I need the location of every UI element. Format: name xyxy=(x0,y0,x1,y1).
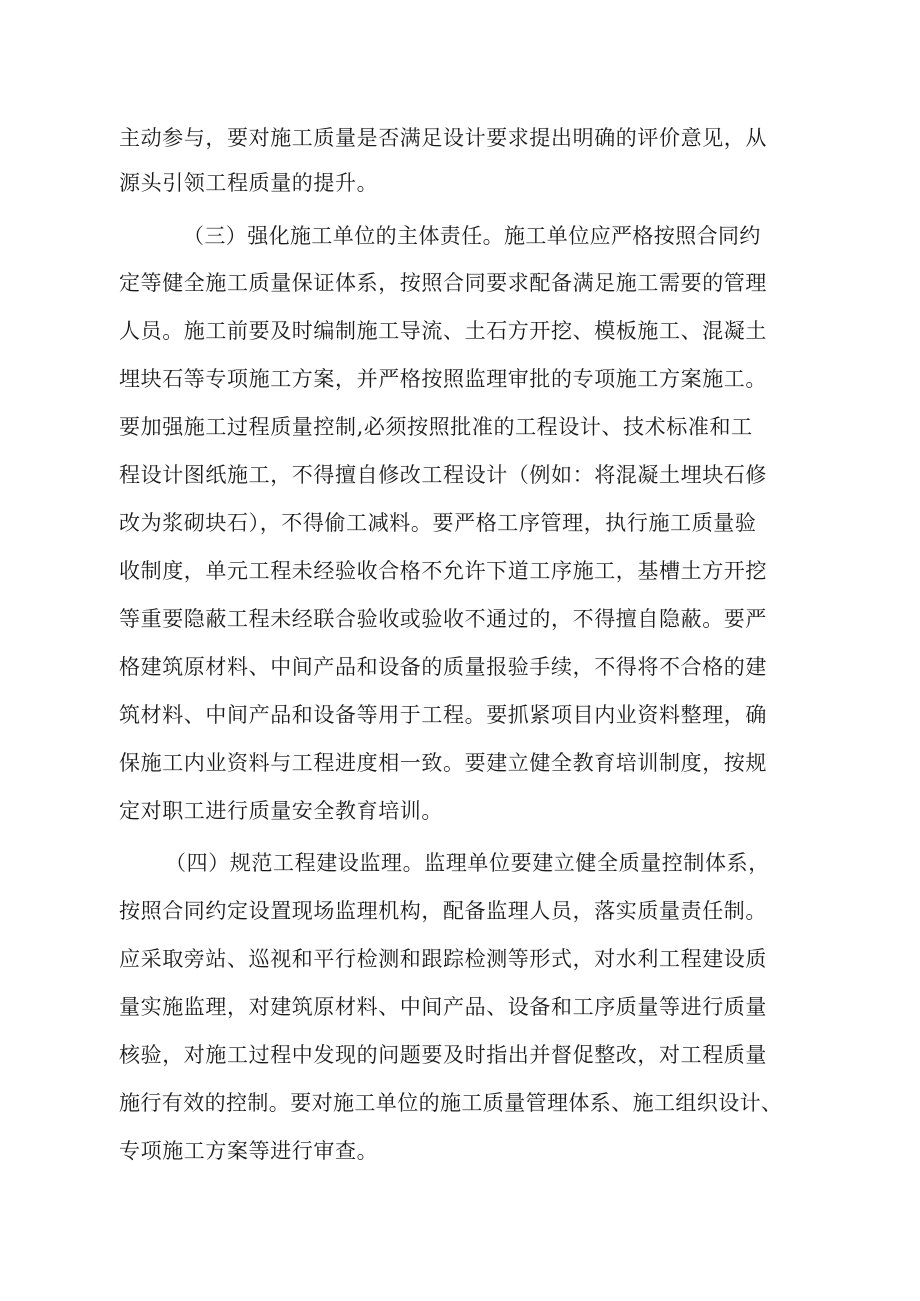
paragraph-3-line-3: 应采取旁站、巡视和平行检测和跟踪检测等形式，对水利工程建设质 xyxy=(119,947,767,971)
paragraph-2-line-9: 等重要隐蔽工程未经联合验收或验收不通过的，不得擅自隐蔽。要严 xyxy=(119,607,767,631)
paragraph-2-line-11: 筑材料、中间产品和设备等用于工程。要抓紧项目内业资料整理，确 xyxy=(119,703,767,727)
paragraph-3-line-5: 核验，对施工过程中发现的问题要及时指出并督促整改，对工程质量 xyxy=(119,1043,767,1067)
paragraph-2-line-8: 收制度，单元工程未经验收合格不允许下道工序施工，基槽土方开挖 xyxy=(119,559,767,583)
paragraph-1-line-2: 源头引领工程质量的提升。 xyxy=(119,171,379,195)
paragraph-2-line-3: 人员。施工前要及时编制施工导流、土石方开挖、模板施工、混凝土 xyxy=(119,319,767,343)
paragraph-1-line-1: 主动参与，要对施工质量是否满足设计要求提出明确的评价意见，从 xyxy=(119,126,767,150)
paragraph-2-line-6: 程设计图纸施工，不得擅自修改工程设计（例如：将混凝土埋块石修 xyxy=(119,463,767,487)
paragraph-3-line-2: 按照合同约定设置现场监理机构，配备监理人员，落实质量责任制。 xyxy=(119,899,767,923)
paragraph-2-line-2: 定等健全施工质量保证体系，按照合同要求配备满足施工需要的管理 xyxy=(119,271,767,295)
paragraph-2-line-12: 保施工内业资料与工程进度相一致。要建立健全教育培训制度，按规 xyxy=(119,751,767,775)
paragraph-2-line-13: 定对职工进行质量安全教育培训。 xyxy=(119,799,443,823)
paragraph-3-line-4: 量实施监理，对建筑原材料、中间产品、设备和工序质量等进行质量 xyxy=(119,995,767,1019)
paragraph-3-line-1: （四）规范工程建设监理。监理单位要建立健全质量控制体系， xyxy=(165,851,770,875)
paragraph-3-line-6: 施行有效的控制。要对施工单位的施工质量管理体系、施工组织设计、 xyxy=(119,1091,783,1115)
paragraph-2-line-7: 改为浆砌块石），不得偷工减料。要严格工序管理，执行施工质量验 xyxy=(119,511,757,535)
paragraph-2-line-1: （三）强化施工单位的主体责任。施工单位应严格按照合同约 xyxy=(183,224,761,248)
paragraph-2-line-4: 埋块石等专项施工方案，并严格按照监理审批的专项施工方案施工。 xyxy=(119,367,767,391)
paragraph-3-line-7: 专项施工方案等进行审查。 xyxy=(119,1139,379,1163)
paragraph-2-line-10: 格建筑原材料、中间产品和设备的质量报验手续，不得将不合格的建 xyxy=(119,655,767,679)
paragraph-2-line-5: 要加强施工过程质量控制,必须按照批准的工程设计、技术标准和工 xyxy=(119,415,753,439)
